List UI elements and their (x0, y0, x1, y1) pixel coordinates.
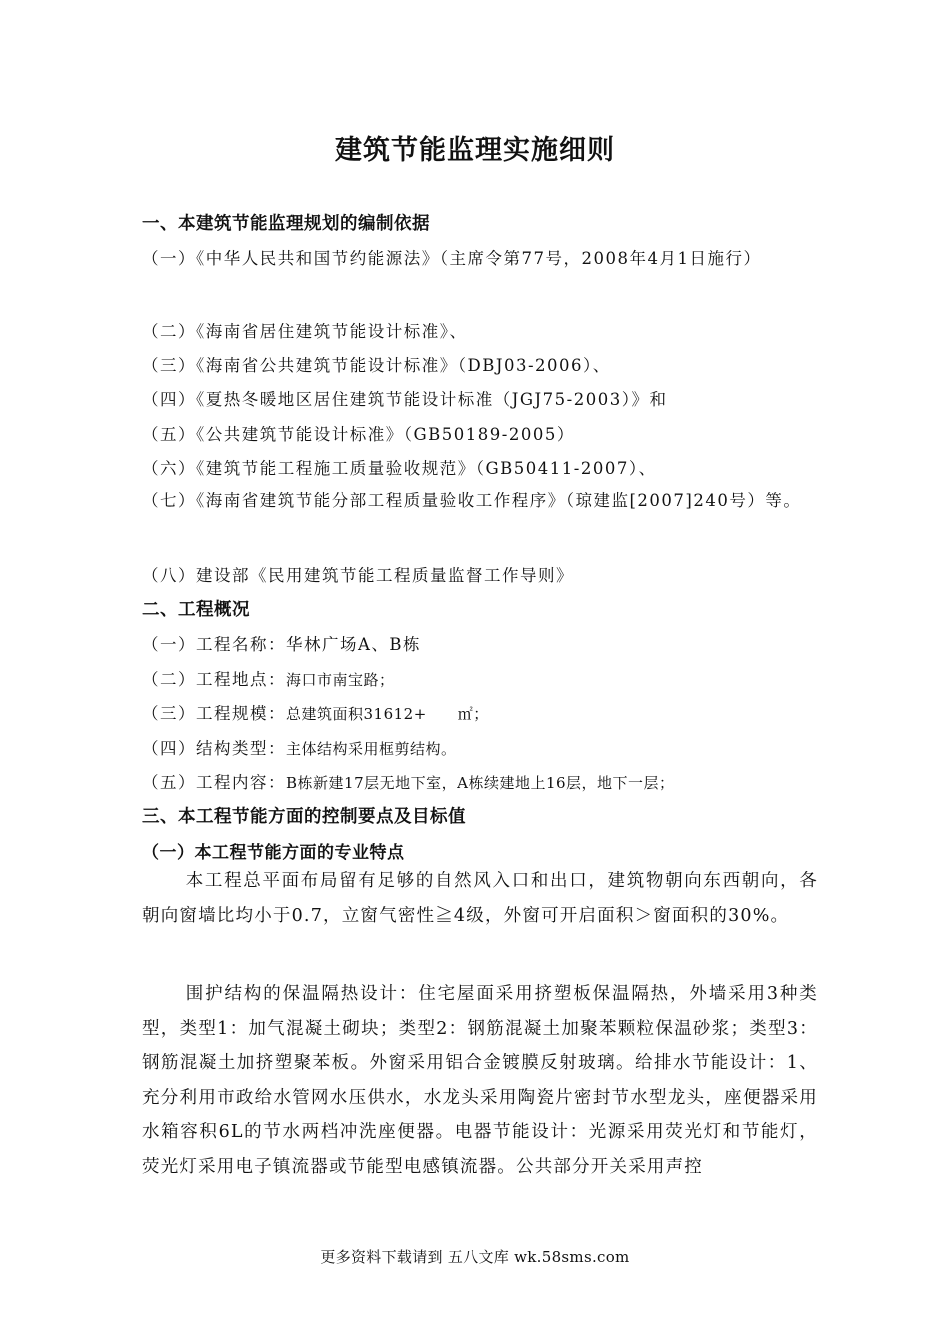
overview-label: （五）工程内容： (142, 773, 286, 792)
basis-item-3: （三）《海南省公共建筑节能设计标准》（DBJ03-2006）、 (142, 356, 611, 375)
overview-label: （一）工程名称： (142, 635, 286, 654)
section-2-heading: 二、工程概况 (142, 600, 250, 620)
overview-value: 主体结构采用框剪结构。 (286, 740, 457, 758)
overview-item-name (142, 631, 822, 655)
overview-value: 华林广场A、B栋 (286, 635, 422, 654)
basis-item-7: （七）《海南省建筑节能分部工程质量验收工作程序》（琼建监[2007]240号）等。 (142, 491, 802, 510)
basis-item-5: （五）《公共建筑节能设计标准》（GB50189-2005） (142, 425, 575, 444)
basis-item-8: （八）建设部《民用建筑节能工程质量监督工作导则》 (142, 566, 574, 585)
overview-value: 总建筑面积31612+ ㎡； (286, 705, 489, 723)
basis-item-4: （四）《夏热冬暖地区居住建筑节能设计标准（JGJ75-2003）》和 (142, 390, 668, 409)
basis-item-6: （六）《建筑节能工程施工质量验收规范》（GB50411-2007）、 (142, 459, 657, 478)
overview-label: （三）工程规模： (142, 704, 286, 723)
paragraph-layout: 本工程总平面布局留有足够的自然风入口和出口，建筑物朝向东西朝向，各朝向窗墙比均小于0.7，立窗气密性≧4级，外窗可开启面积＞窗面积的30%。 (142, 871, 818, 926)
paragraph-envelope: 围护结构的保温隔热设计：住宅屋面采用挤塑板保温隔热，外墙采用3种类型，类型1：加气混凝土砌块；类型2：钢筋混凝土加聚苯颗粒保温砂浆；类型3：钢筋混凝土加挤塑聚苯板。外窗采用铝合金镀膜反射玻璃。给排水节能设计：1、充分利用市政给水管网水压供水，水龙头采用陶瓷片密封节水型龙头，座便器采用水箱容积6L的节水两档冲洗座便器。电器节能设计：光源采用荧光灯和节能灯，荧光灯采用电子镇流器或节能型电感镇流器。公共部分开关采用声控 (142, 984, 818, 1177)
overview-item-scale (142, 700, 822, 724)
document-title: 建筑节能监理实施细则 (335, 135, 615, 166)
overview-item-structure (142, 735, 822, 759)
overview-label: （四）结构类型： (142, 739, 286, 758)
page-footer: 更多资料下载请到 五八文库 wk.58sms.com (320, 1248, 630, 1266)
section-3-subheading: （一）本工程节能方面的专业特点 (142, 843, 405, 863)
overview-value: 海口市南宝路； (286, 671, 395, 689)
basis-item-2: （二）《海南省居住建筑节能设计标准》、 (142, 322, 468, 341)
overview-item-content (142, 769, 822, 793)
overview-item-location (142, 666, 822, 690)
section-1-heading: 一、本建筑节能监理规划的编制依据 (142, 214, 430, 234)
basis-item-1: （一）《中华人民共和国节约能源法》（主席令第77号，2008年4月1日施行） (142, 249, 762, 268)
overview-value: B栋新建17层无地下室，A栋续建地上16层，地下一层； (286, 774, 675, 792)
section-3-heading: 三、本工程节能方面的控制要点及目标值 (142, 807, 466, 827)
overview-label: （二）工程地点： (142, 670, 286, 689)
